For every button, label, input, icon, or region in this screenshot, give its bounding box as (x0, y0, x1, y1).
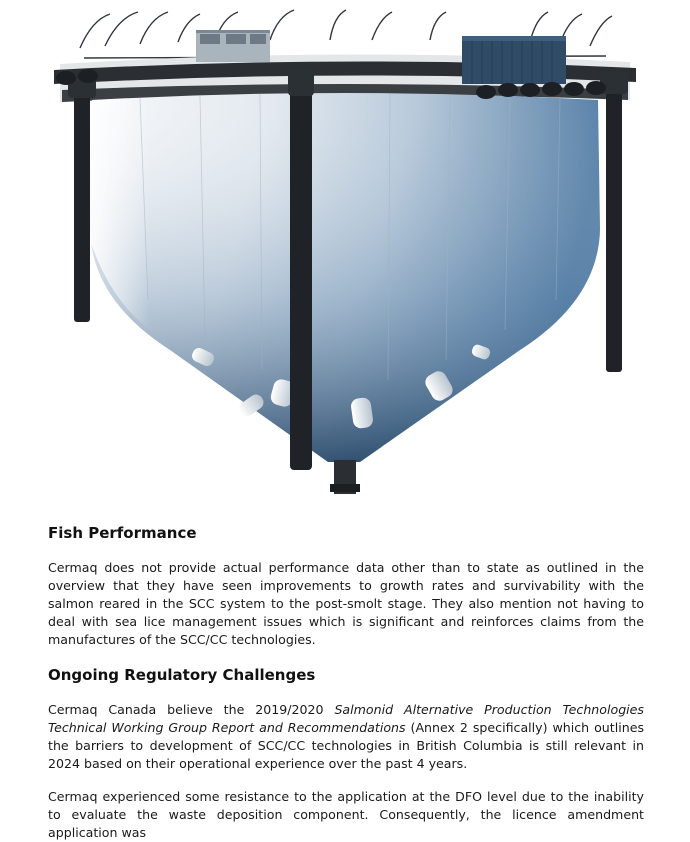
paragraph-dfo-resistance: Cermaq experienced some resistance to the application at the DFO level due to the inability to evaluate the waste deposition component. Consequently, the licence amendment application was (48, 789, 644, 840)
shipping-container (462, 36, 566, 84)
section-heading-regulatory-challenges: Ongoing Regulatory Challenges (48, 666, 316, 684)
containment-bag (90, 93, 600, 462)
paragraph-fish-performance: Cermaq does not provide actual performance data other than to state as outlined in the overview that they have seen improvements to growth rates and survivability with the salmon reared in the SCC system to the post-smolt stage. They also mention not having to deal with sea lice management issues which is significant and reinforces claims from the manufactures of the SCC/CC technologies. (48, 560, 644, 647)
report-title-italic: Salmonid Alternative Production Technologies Technical Working Group Report and Recommendations (48, 702, 644, 735)
paragraph-regulatory-annex (48, 701, 644, 773)
control-house (196, 30, 270, 62)
section-heading-fish-performance: Fish Performance (48, 524, 197, 542)
paragraph-text: (Annex 2 specifically) which outlines the barriers to development of SCC/CC technologies in British Columbia is still relevant in 2024 based on their operational experience over the past 4 years. (48, 720, 644, 771)
paragraph-text: Cermaq Canada believe the 2019/2020 (48, 702, 335, 717)
document-body (48, 522, 644, 842)
